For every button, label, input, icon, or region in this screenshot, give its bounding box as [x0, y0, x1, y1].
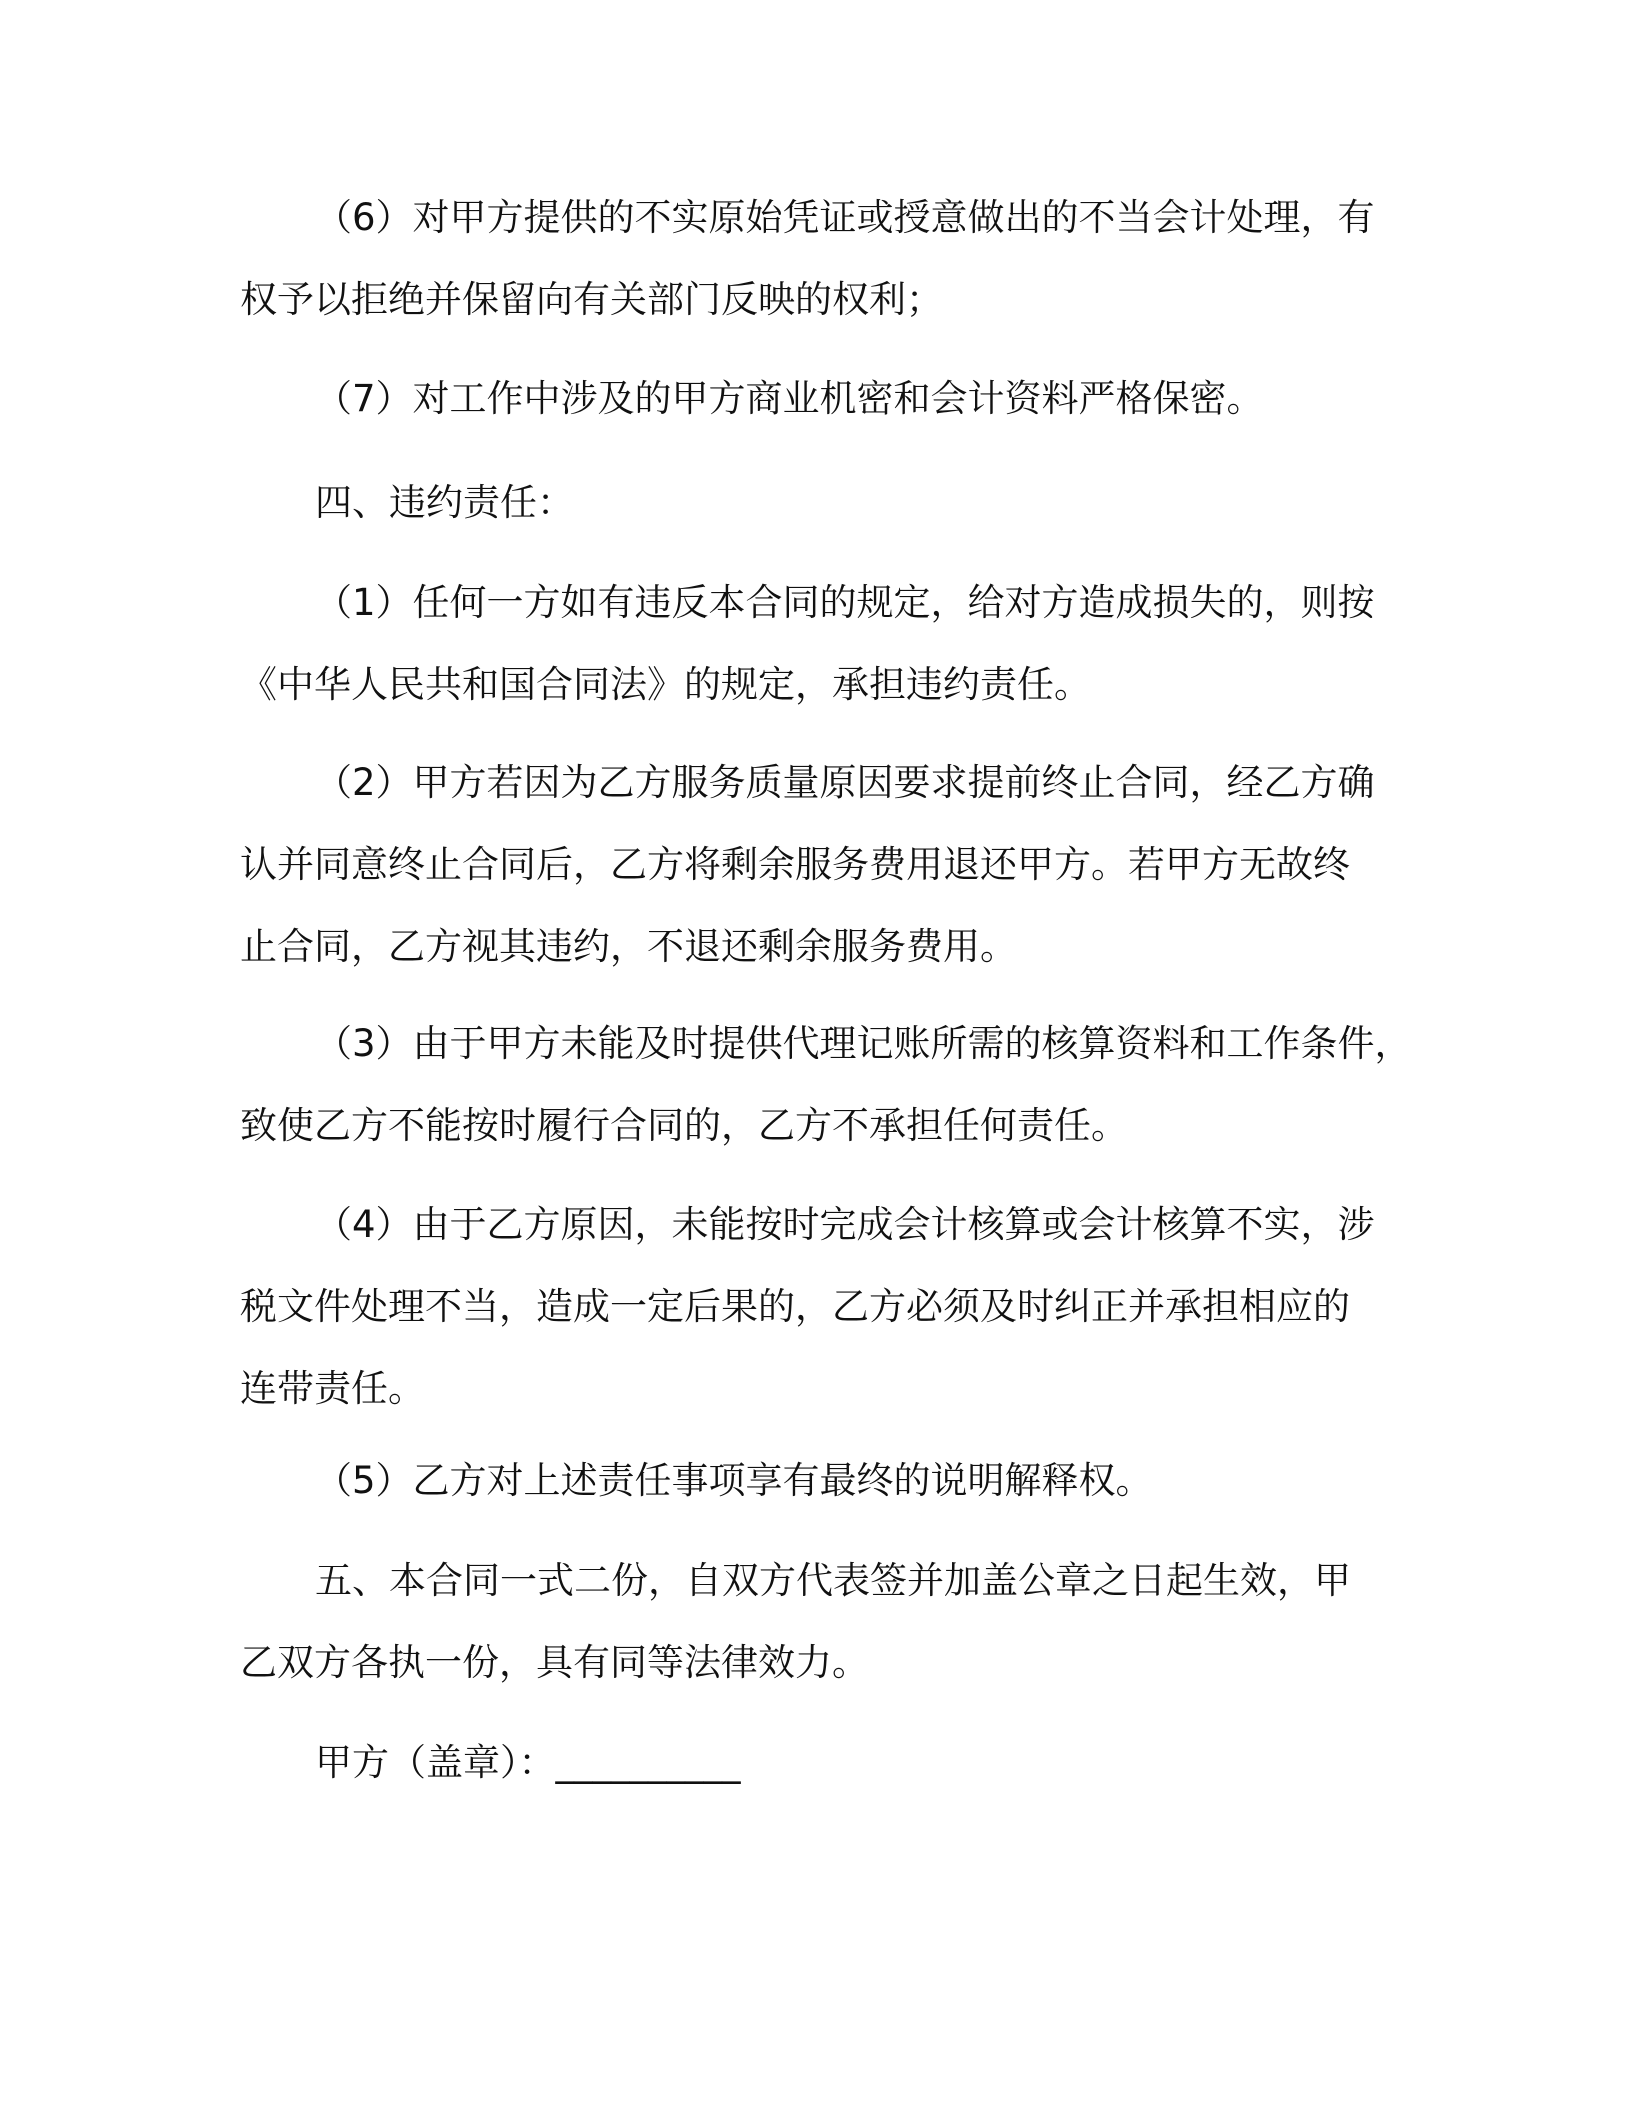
clause-line: 《中华人民共和国合同法》的规定，承担违约责任。	[240, 663, 1091, 706]
clause-line: 连带责任。	[240, 1367, 425, 1410]
clause-paragraph	[240, 742, 1400, 988]
clause-paragraph	[240, 1440, 1400, 1522]
clause-line: 认并同意终止合同后，乙方将剩余服务费用退还甲方。若甲方无故终	[240, 843, 1350, 886]
clause-line: （3）由于甲方未能及时提供代理记账所需的核算资料和工作条件，	[315, 1022, 1412, 1065]
clause-paragraph	[240, 1184, 1400, 1430]
clause-line: 致使乙方不能按时履行合同的，乙方不承担任何责任。	[240, 1104, 1128, 1147]
clause-line: （1）任何一方如有违反本合同的规定，给对方造成损失的，则按	[315, 581, 1375, 624]
section-line: 乙双方各执一份，具有同等法律效力。	[240, 1641, 869, 1684]
section-paragraph	[240, 1540, 1400, 1704]
clause-paragraph	[240, 562, 1400, 726]
clause-line: （5）乙方对上述责任事项享有最终的说明解释权。	[315, 1459, 1153, 1502]
clause-line: 税文件处理不当，造成一定后果的，乙方必须及时纠正并承担相应的	[240, 1285, 1350, 1328]
section-heading-text: 四、违约责任：	[315, 481, 574, 524]
party-a-seal-line: 甲方（盖章）：__________	[315, 1741, 741, 1784]
section-line: 五、本合同一式二份，自双方代表签并加盖公章之日起生效，甲	[315, 1559, 1351, 1602]
clause-line: （7）对工作中涉及的甲方商业机密和会计资料严格保密。	[315, 377, 1264, 420]
clause-paragraph	[240, 177, 1400, 341]
clause-paragraph	[240, 358, 1400, 440]
clause-line: （4）由于乙方原因，未能按时完成会计核算或会计核算不实，涉	[315, 1203, 1375, 1246]
signature-block	[240, 1722, 1400, 1804]
clause-paragraph	[240, 1003, 1412, 1167]
clause-line: （2）甲方若因为乙方服务质量原因要求提前终止合同，经乙方确	[315, 761, 1375, 804]
section-heading	[240, 462, 1400, 544]
clause-line: 权予以拒绝并保留向有关部门反映的权利；	[240, 278, 943, 321]
clause-line: 止合同，乙方视其违约，不退还剩余服务费用。	[240, 925, 1017, 968]
clause-line: （6）对甲方提供的不实原始凭证或授意做出的不当会计处理，有	[315, 196, 1375, 239]
